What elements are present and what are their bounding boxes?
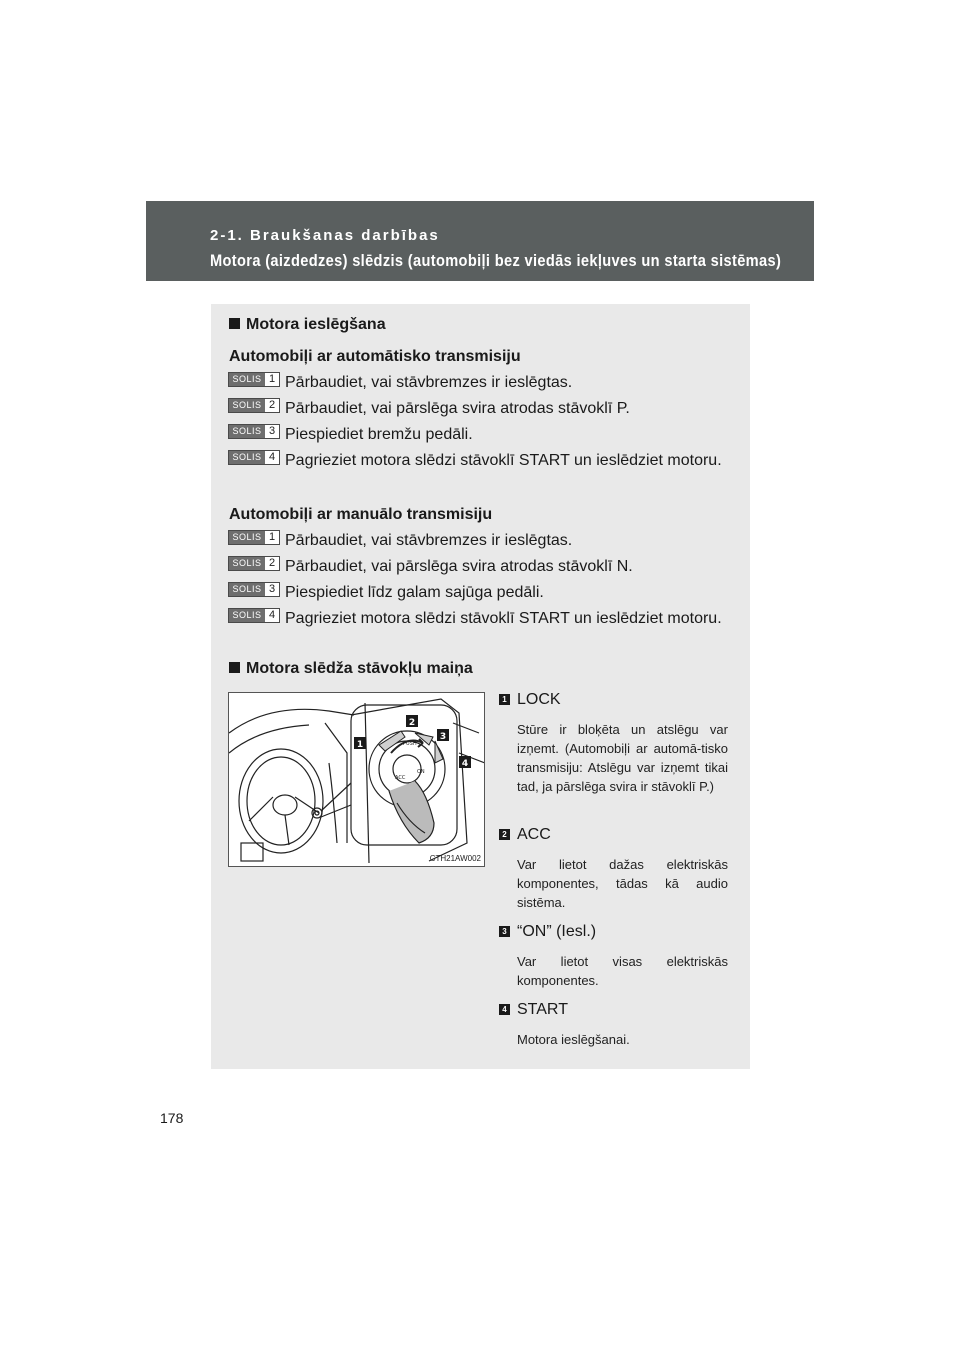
position-start: 4 START Motora ieslēgšanai.: [499, 1000, 728, 1049]
manual-step-4: SOLIS 4 Pagrieziet motora slēdzi stāvoklī START un ieslēdziet motoru.: [228, 606, 728, 631]
svg-text:PUSH: PUSH: [403, 741, 417, 747]
manual-step-2: SOLIS 2 Pārbaudiet, vai pārslēga svira atrodas stāvoklī N.: [228, 554, 728, 579]
auto-step-2: SOLIS 2 Pārbaudiet, vai pārslēga svira atrodas stāvoklī P.: [228, 396, 728, 421]
heading-starting: Motora ieslēgšana: [229, 316, 386, 334]
auto-step-3: SOLIS 3 Piespiediet bremžu pedāli.: [228, 422, 728, 447]
heading-positions: Motora slēdža stāvokļu maiņa: [229, 660, 473, 678]
step-badge: SOLIS 4: [228, 450, 280, 465]
page-title: Motora (aizdedzes) slēdzis (automobiļi bez viedās iekļuves un starta sistēmas): [210, 251, 782, 270]
auto-step-4: SOLIS 4 Pagrieziet motora slēdzi stāvoklī START un ieslēdziet motoru.: [228, 448, 728, 473]
subheading-automatic: Automobiļi ar automātisko transmisiju: [229, 348, 521, 365]
ignition-switch-drawing: [229, 693, 485, 867]
step-badge: SOLIS 4: [228, 608, 280, 623]
number-marker-icon: 4: [499, 1004, 510, 1015]
number-marker-icon: 1: [499, 694, 510, 705]
position-acc: 2 ACC Var lietot dažas elektriskās komponentes, tādas kā audio sistēma.: [499, 825, 728, 912]
callout-3: 3: [439, 732, 447, 742]
step-badge: SOLIS 2: [228, 398, 280, 413]
manual-step-3: SOLIS 3 Piespiediet līdz galam sajūga pedāli.: [228, 580, 728, 605]
subheading-manual: Automobiļi ar manuālo transmisiju: [229, 506, 493, 523]
callout-1: 1: [356, 740, 364, 750]
svg-text:ON: ON: [417, 769, 425, 775]
position-lock: 1 LOCK Stūre ir bloķēta un atslēgu var izņemt. (Automobiļi ar automā-tisko transmisiju: Atslēgu var izņemt tikai tad, ja pārslēga svira ir stāvoklī P.): [499, 690, 728, 796]
number-marker-icon: 2: [499, 829, 510, 840]
chapter-header: [146, 201, 814, 281]
step-badge: SOLIS 3: [228, 582, 280, 597]
square-bullet-icon: [229, 662, 240, 673]
auto-step-1: SOLIS 1 Pārbaudiet, vai stāvbremzes ir ieslēgtas.: [228, 370, 728, 395]
step-badge: SOLIS 1: [228, 372, 280, 387]
page-number: 178: [160, 1110, 184, 1126]
callout-4: 4: [461, 759, 469, 769]
figure-code: CTH21AW002: [429, 854, 481, 863]
manual-step-1: SOLIS 1 Pārbaudiet, vai stāvbremzes ir ieslēgtas.: [228, 528, 728, 553]
position-on: 3 “ON” (Iesl.) Var lietot visas elektriskās komponentes.: [499, 922, 728, 990]
number-marker-icon: 3: [499, 926, 510, 937]
square-bullet-icon: [229, 318, 240, 329]
section-label: 2-1. Braukšanas darbības: [210, 227, 440, 244]
step-badge: SOLIS 2: [228, 556, 280, 571]
ignition-switch-illustration: [228, 692, 485, 867]
step-badge: SOLIS 3: [228, 424, 280, 439]
step-badge: SOLIS 1: [228, 530, 280, 545]
svg-text:ACC: ACC: [395, 775, 406, 781]
callout-2: 2: [408, 718, 416, 728]
